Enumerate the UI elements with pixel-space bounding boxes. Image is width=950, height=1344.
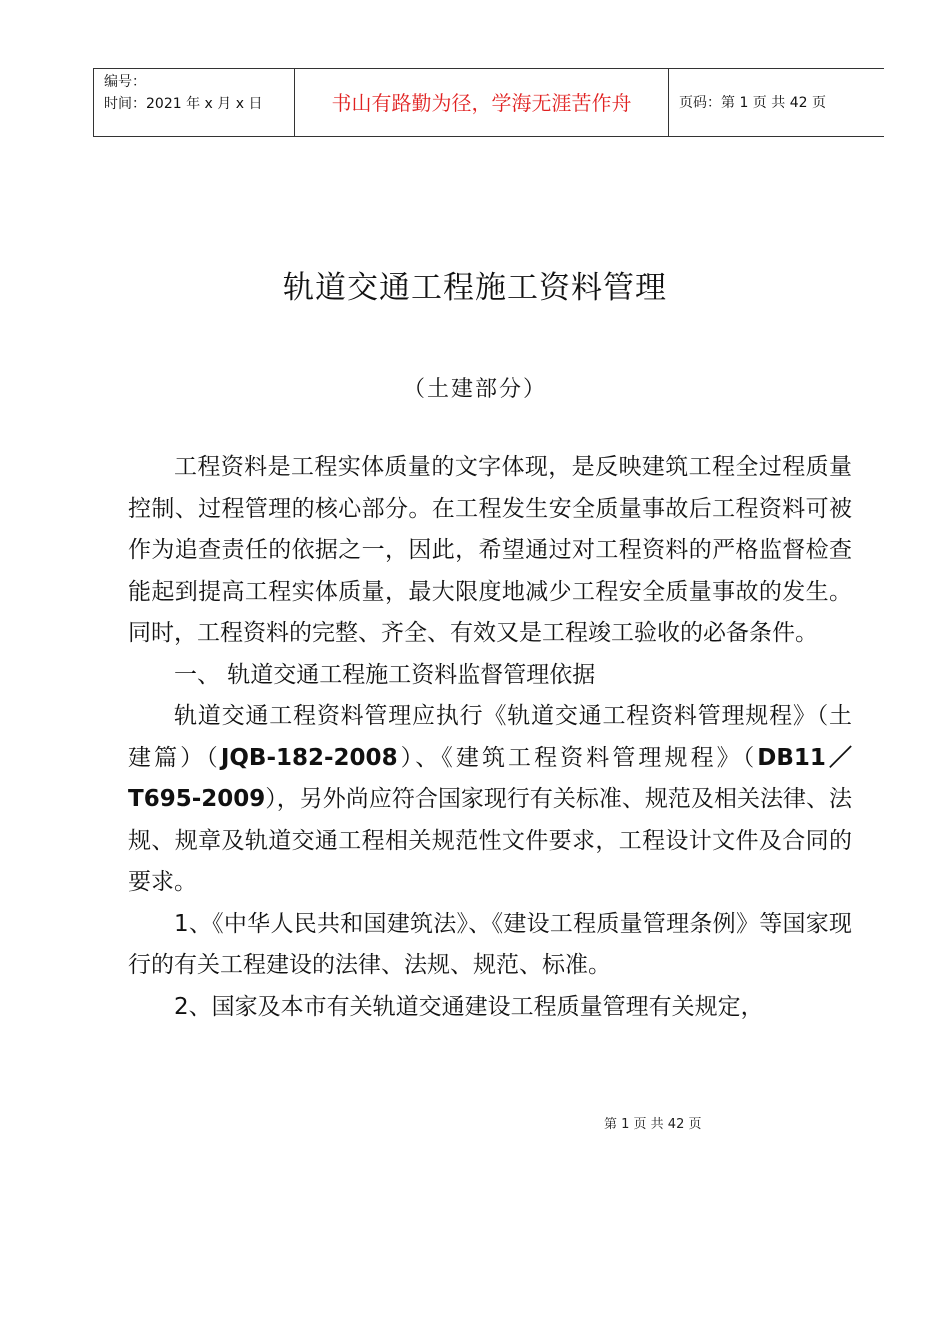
list-item-2: 2、国家及本市有关轨道交通建设工程质量管理有关规定，	[174, 993, 764, 1020]
document-title: 轨道交通工程施工资料管理	[283, 270, 667, 306]
basis-text-a: 轨道交通工程资料管理应执行《轨道交通工程资料管理规程》（土建篇）（	[128, 703, 852, 771]
time-label: 时间：2021 年 x 月 x 日	[104, 96, 263, 112]
page-footer-mark: 第 1 页 共 42 页	[604, 1117, 702, 1132]
document-body	[128, 447, 852, 1028]
regulation-code-1: JQB-182-2008	[220, 744, 398, 771]
header-table	[93, 68, 884, 137]
regulation-code-2: DB11／T695-2009	[128, 744, 853, 812]
basis-text-b: ）、《建筑工程资料管理规程》（	[397, 744, 758, 771]
header-meta	[93, 69, 295, 136]
number-label: 编号：	[104, 74, 146, 90]
section-heading: 一、 轨道交通工程施工资料监督管理依据	[174, 661, 596, 688]
header-page-info: 页码：第 1 页 共 42 页	[679, 94, 826, 111]
basis-text-c: ），另外尚应符合国家现行有关标准、规范及相关法律、法规、规章及轨道交通工程相关规范性文件要求，工程设计文件及合同的要求。	[128, 786, 852, 895]
header-motto: 书山有路勤为径，学海无涯苦作舟	[295, 69, 669, 136]
list-item-1: 1、《中华人民共和国建筑法》、《建设工程质量管理条例》等国家现行的有关工程建设的法律、法规、规范、标准。	[128, 910, 852, 978]
basis-paragraph	[128, 696, 852, 904]
document-subtitle: （土建部分）	[402, 377, 547, 402]
intro-paragraph: 工程资料是工程实体质量的文字体现，是反映建筑工程全过程质量控制、过程管理的核心部分。在工程发生安全质量事故后工程资料可被作为追查责任的依据之一，因此，希望通过对工程资料的严格监督检查能起到提高工程实体质量，最大限度地减少工程安全质量事故的发生。同时，工程资料的完整、齐全、有效又是工程竣工验收的必备条件。	[128, 454, 852, 646]
